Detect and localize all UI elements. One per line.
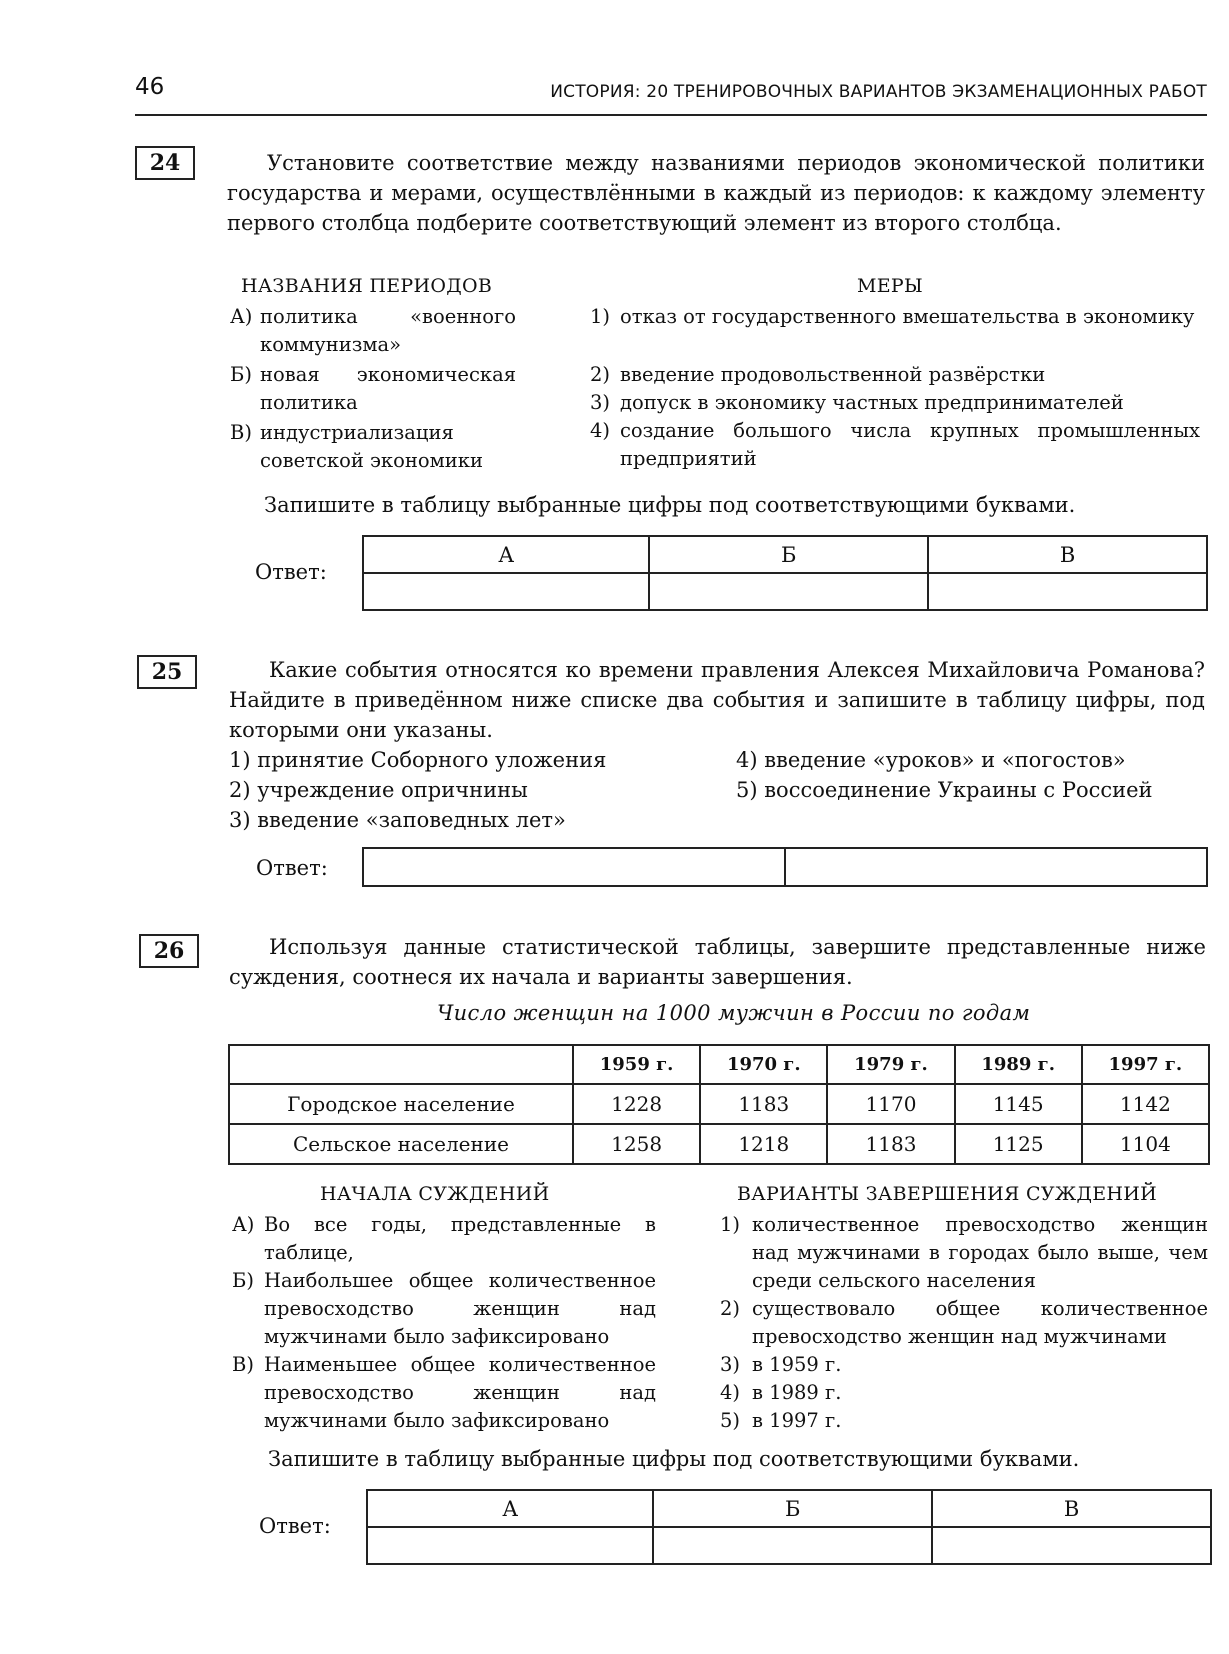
q25-answer-table <box>362 847 1208 887</box>
stat-cell: 1104 <box>1082 1124 1209 1164</box>
stat-cell: 1145 <box>955 1084 1082 1124</box>
q26-right-item-5: 5) в 1997 г. <box>720 1409 842 1432</box>
page-header <box>135 74 1207 116</box>
q24-answer-label: Ответ: <box>255 560 327 584</box>
question-26-text: Используя данные статистической таблицы, завершите представленные ниже суждения, соотнеся их начала и варианты завершения. <box>229 935 1206 989</box>
question-24-number: 24 <box>135 146 195 180</box>
q25-answer-cell-1[interactable] <box>363 848 785 886</box>
table-row <box>229 1124 1209 1164</box>
q25-item-1: 1) принятие Соборного уложения <box>229 748 607 772</box>
q26-right-item-1: 1) количественное превосходство женщин над мужчинами в городах было выше, чем среди сельского населения <box>720 1213 1208 1292</box>
stat-row-label: Городское население <box>229 1084 573 1124</box>
stat-header-1989: 1989 г. <box>955 1045 1082 1084</box>
stat-cell: 1170 <box>827 1084 954 1124</box>
q26-answer-label: Ответ: <box>259 1514 331 1538</box>
stat-header-1970: 1970 г. <box>700 1045 827 1084</box>
q24-right-heading: МЕРЫ <box>857 275 924 297</box>
table-row <box>229 1084 1209 1124</box>
q26-table-caption: Число женщин на 1000 мужчин в России по годам <box>437 1001 1031 1025</box>
q24-answer-header-c: В <box>928 536 1207 573</box>
stat-cell: 1258 <box>573 1124 700 1164</box>
q24-right-item-3: 3) допуск в экономику частных предпринимателей <box>590 391 1124 414</box>
q26-answer-cell-b[interactable] <box>653 1527 932 1564</box>
q24-right-item-2: 2) введение продовольственной развёрстки <box>590 363 1046 386</box>
q24-answer-table <box>362 535 1208 611</box>
q24-answer-header-b: Б <box>649 536 928 573</box>
q26-stat-table <box>228 1044 1210 1165</box>
stat-header-blank <box>229 1045 573 1084</box>
question-25-number: 25 <box>137 655 197 689</box>
stat-cell: 1183 <box>827 1124 954 1164</box>
q25-item-3: 3) введение «заповедных лет» <box>229 808 566 832</box>
q25-answer-cell-2[interactable] <box>785 848 1207 886</box>
stat-header-1959: 1959 г. <box>573 1045 700 1084</box>
q25-item-4: 4) введение «уроков» и «погостов» <box>736 748 1126 772</box>
q24-instruction: Запишите в таблицу выбранные цифры под соответствующими буквами. <box>264 493 1076 517</box>
q26-answer-cell-a[interactable] <box>367 1527 653 1564</box>
page-number: 46 <box>135 74 165 100</box>
q24-left-item-b: Б) новая экономическая политика <box>230 363 516 414</box>
q24-answer-header-a: А <box>363 536 649 573</box>
q26-left-item-b: Б) Наибольшее общее количественное превосходство женщин над мужчинами было зафиксировано <box>232 1269 656 1348</box>
stat-header-1997: 1997 г. <box>1082 1045 1209 1084</box>
q26-right-item-2: 2) существовало общее количественное превосходство женщин над мужчинами <box>720 1297 1208 1348</box>
stat-cell: 1228 <box>573 1084 700 1124</box>
question-26-number: 26 <box>139 934 199 968</box>
book-title: ИСТОРИЯ: 20 ТРЕНИРОВОЧНЫХ ВАРИАНТОВ ЭКЗАМЕНАЦИОННЫХ РАБОТ <box>550 82 1207 102</box>
q25-item-2: 2) учреждение опричнины <box>229 778 528 802</box>
q24-left-heading: НАЗВАНИЯ ПЕРИОДОВ <box>241 275 493 297</box>
q24-answer-cell-c[interactable] <box>928 573 1207 610</box>
q24-left-item-c: В) индустриализация советской экономики <box>230 421 483 472</box>
stat-cell: 1142 <box>1082 1084 1209 1124</box>
q24-left-item-a: А) политика «военного коммунизма» <box>230 305 516 356</box>
q24-answer-cell-a[interactable] <box>363 573 649 610</box>
stat-cell: 1218 <box>700 1124 827 1164</box>
stat-row-label: Сельское население <box>229 1124 573 1164</box>
q25-item-5: 5) воссоединение Украины с Россией <box>736 778 1153 802</box>
question-24-text: Установите соответствие между названиями периодов экономической политики государства и мерами, осуществлёнными в каждый из периодов: к каждому элементу первого столбца подберите соответствующий элемент из второго столбца. <box>227 151 1205 235</box>
q24-answer-cell-b[interactable] <box>649 573 928 610</box>
q26-answer-header-a: А <box>367 1490 653 1527</box>
q26-right-heading: ВАРИАНТЫ ЗАВЕРШЕНИЯ СУЖДЕНИЙ <box>737 1183 1158 1205</box>
q26-instruction: Запишите в таблицу выбранные цифры под соответствующими буквами. <box>268 1447 1080 1471</box>
q26-left-heading: НАЧАЛА СУЖДЕНИЙ <box>320 1183 550 1205</box>
stat-cell: 1125 <box>955 1124 1082 1164</box>
q26-right-item-3: 3) в 1959 г. <box>720 1353 842 1376</box>
stat-cell: 1183 <box>700 1084 827 1124</box>
q24-right-item-4: 4) создание большого числа крупных промышленных предприятий <box>590 419 1200 470</box>
question-25-text: Какие события относятся ко времени правления Алексея Михайловича Романова? Найдите в приведённом ниже списке два события и запишите в таблицу цифры, под которыми они указаны. <box>229 658 1205 742</box>
q26-left-item-a: А) Во все годы, представленные в таблице, <box>232 1213 656 1264</box>
q26-answer-table <box>366 1489 1212 1565</box>
q26-answer-cell-c[interactable] <box>932 1527 1211 1564</box>
q26-answer-header-c: В <box>932 1490 1211 1527</box>
stat-header-1979: 1979 г. <box>827 1045 954 1084</box>
q25-answer-label: Ответ: <box>256 856 328 880</box>
q24-right-item-1: 1) отказ от государственного вмешательства в экономику <box>590 305 1195 328</box>
q26-answer-header-b: Б <box>653 1490 932 1527</box>
q26-right-item-4: 4) в 1989 г. <box>720 1381 842 1404</box>
q26-left-item-c: В) Наименьшее общее количественное превосходство женщин над мужчинами было зафиксировано <box>232 1353 656 1432</box>
